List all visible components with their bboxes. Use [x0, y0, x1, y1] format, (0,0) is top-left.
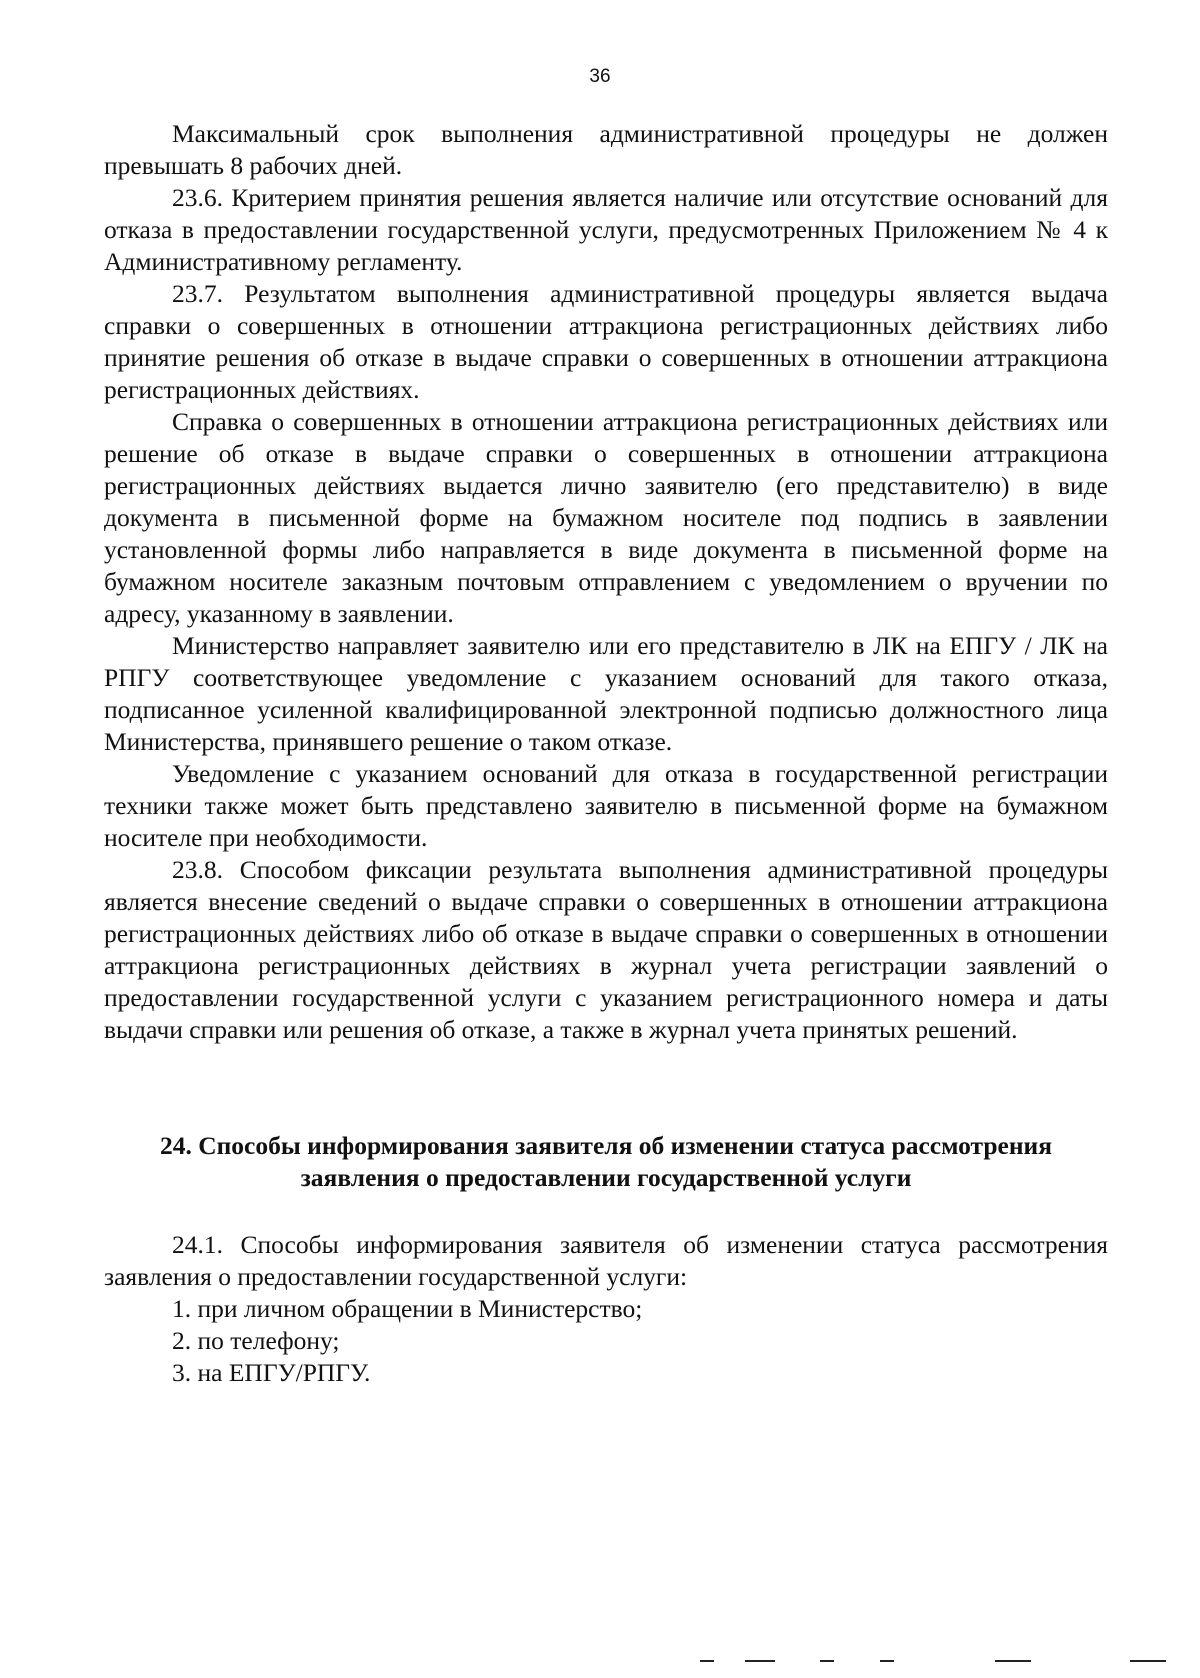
list-item: 1. при личном обращении в Министерство; [172, 1294, 643, 1323]
list-item: 3. на ЕПГУ/РПГУ. [172, 1358, 371, 1387]
scan-mark [880, 1660, 894, 1662]
paragraph-23-6: 23.6. Критерием принятия решения является наличие или отсутствие оснований для отказа в предоставлении государственной услуги, предусмотренных Приложением № 4 к Административному регламенту. [104, 183, 1108, 276]
paragraph-24-1: 24.1. Способы информирования заявителя об изменении статуса рассмотрения заявления о предоставлении государственной услуги: [104, 1230, 1108, 1291]
scan-artifact-lines [0, 1660, 1200, 1666]
scan-mark [820, 1660, 834, 1662]
paragraph-23-7: 23.7. Результатом выполнения административной процедуры является выдача справки о совершенных в отношении аттракциона регистрационных действиях либо принятие решения об отказе в выдаче справки о совершенных в отношении аттракциона регистрационных действиях. [104, 279, 1108, 404]
section-heading: 24. Способы информирования заявителя об изменении статуса рассмотрения заявления о предоставлении государственной услуги [159, 1131, 1053, 1192]
paragraph-certificate: Справка о совершенных в отношении аттракциона регистрационных действиях или решение об отказе в выдаче справки о совершенных в отношении аттракциона регистрационных действиях выдается лично заявителю (его представителю) в виде документа в письменной форме на бумажном носителе под подпись в заявлении установленной формы либо направляется в виде документа в письменной форме на бумажном носителе заказным почтовым отправлением с уведомлением о вручении по адресу, указанному в заявлении. [104, 407, 1108, 628]
scan-mark [995, 1660, 1031, 1662]
scan-mark [700, 1660, 714, 1662]
page-number: 36 [589, 66, 611, 87]
scan-mark [745, 1660, 775, 1662]
body-text [104, 118, 1108, 1046]
scan-mark [1130, 1660, 1166, 1662]
list-item: 2. по телефону; [172, 1326, 340, 1355]
paragraph-ministry-notice: Министерство направляет заявителю или его представителю в ЛК на ЕПГУ / ЛК на РПГУ соответствующее уведомление с указанием оснований для такого отказа, подписанное усиленной квалифицированной электронной подписью должностного лица Министерства, принявшего решение о таком отказе. [104, 631, 1108, 756]
section-24-body [104, 1229, 1108, 1389]
paragraph-max-term: Максимальный срок выполнения административной процедуры не должен превышать 8 рабочих дней. [104, 119, 1108, 180]
paragraph-23-8: 23.8. Способом фиксации результата выполнения административной процедуры является внесение сведений о выдаче справки о совершенных в отношении аттракциона регистрационных действиях либо об отказе в выдаче справки о совершенных в отношении аттракциона регистрационных действиях в журнал учета регистрации заявлений о предоставлении государственной услуги с указанием регистрационного номера и даты выдачи справки или решения об отказе, а также в журнал учета принятых решений. [104, 855, 1108, 1044]
paragraph-notice-paper: Уведомление с указанием оснований для отказа в государственной регистрации техники также может быть представлено заявителю в письменной форме на бумажном носителе при необходимости. [104, 759, 1108, 852]
